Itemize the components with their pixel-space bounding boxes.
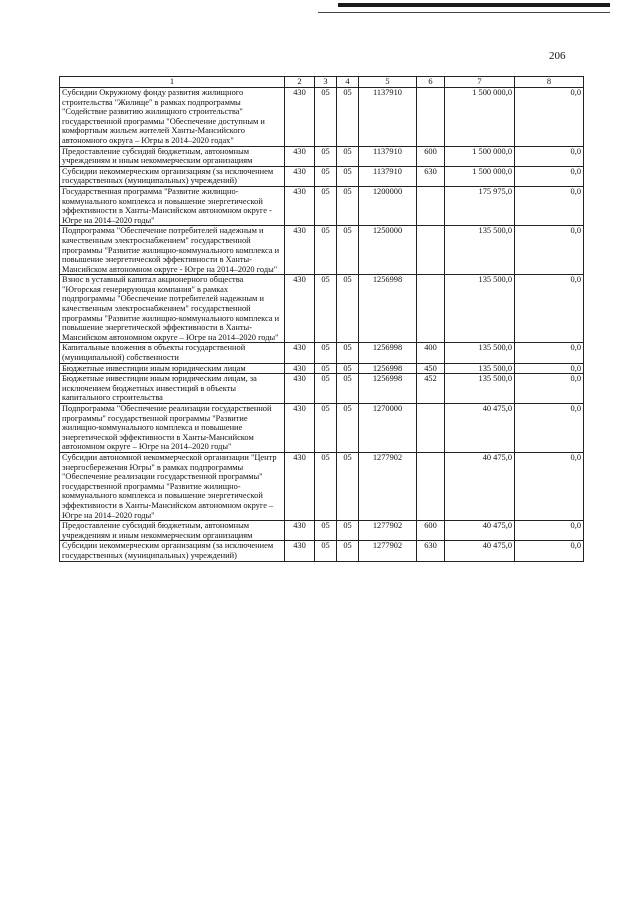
- table-row: [60, 226, 584, 275]
- item-name-cell: Субсидии Окружному фонду развития жилищного строительства "Жилище" в рамках подпрограммы "Содействие развитию жилищного строительства" государственной программы "Обеспечение доступным и комфортным жильем жителей Ханты-Мансийского автономного округа – Югры в 2014–2020 годах": [60, 88, 285, 147]
- amount-federal-cell: 0,0: [515, 363, 584, 374]
- table-row: [60, 88, 584, 147]
- section-code-cell: 05: [315, 404, 337, 453]
- page-number: 206: [549, 50, 566, 62]
- subsection-code-cell: 05: [337, 166, 359, 186]
- section-code-cell: 05: [315, 146, 337, 166]
- target-article-cell: 1277902: [359, 541, 417, 561]
- item-name-cell: Подпрограмма "Обеспечение реализации государственной программы" государственной программы "Развитие жилищно-коммунального комплекса и повышение энергетической эффективности в Ханты-Мансийском автономном округе – Югре на 2014–2020 годы": [60, 404, 285, 453]
- item-name-cell: Предоставление субсидий бюджетным, автономным учреждениям и иным некоммерческим организациям: [60, 521, 285, 541]
- subsection-code-cell: 05: [337, 452, 359, 520]
- header-rule-thin: [318, 12, 610, 13]
- amount-cell: 1 500 000,0: [445, 88, 515, 147]
- item-name-cell: Государственная программа "Развитие жилищно-коммунального комплекса и повышение энергетической эффективности в Ханты-Мансийском автономном округе - Югре на 2014–2020 годы": [60, 186, 285, 225]
- amount-cell: 135 500,0: [445, 275, 515, 343]
- section-code-cell: 05: [315, 186, 337, 225]
- ministry-code-cell: 430: [285, 452, 315, 520]
- amount-federal-cell: 0,0: [515, 452, 584, 520]
- subsection-code-cell: 05: [337, 146, 359, 166]
- ministry-code-cell: 430: [285, 88, 315, 147]
- section-code-cell: 05: [315, 88, 337, 147]
- amount-cell: 135 500,0: [445, 374, 515, 404]
- table-row: [60, 146, 584, 166]
- ministry-code-cell: 430: [285, 186, 315, 225]
- table-row: [60, 452, 584, 520]
- item-name-cell: Субсидии некоммерческим организациям (за исключением государственных (муниципальных) учреждений): [60, 541, 285, 561]
- item-name-cell: Капитальные вложения в объекты государственной (муниципальной) собственности: [60, 343, 285, 363]
- target-article-cell: 1137910: [359, 146, 417, 166]
- section-code-cell: 05: [315, 521, 337, 541]
- amount-federal-cell: 0,0: [515, 88, 584, 147]
- section-code-cell: 05: [315, 343, 337, 363]
- amount-federal-cell: 0,0: [515, 541, 584, 561]
- amount-cell: 135 500,0: [445, 363, 515, 374]
- target-article-cell: 1256998: [359, 275, 417, 343]
- item-name-cell: Субсидии автономной некоммерческой организации "Центр энергосбережения Югры" в рамках подпрограммы "Обеспечение реализации государственной программы" государственной программы "Развитие жилищно-коммунального комплекса и повышение энергетической эффективности в Ханты-Мансийском автономном округе – Югре на 2014–2020 годы": [60, 452, 285, 520]
- table-row: [60, 343, 584, 363]
- expense-type-cell: 450: [417, 363, 445, 374]
- amount-cell: 135 500,0: [445, 343, 515, 363]
- item-name-cell: Предоставление субсидий бюджетным, автономным учреждениям и иным некоммерческим организациям: [60, 146, 285, 166]
- target-article-cell: 1256998: [359, 343, 417, 363]
- table-row: [60, 186, 584, 225]
- subsection-code-cell: 05: [337, 363, 359, 374]
- expense-type-cell: [417, 88, 445, 147]
- expense-type-cell: [417, 452, 445, 520]
- section-code-cell: 05: [315, 452, 337, 520]
- item-name-cell: Субсидии некоммерческим организациям (за исключением государственных (муниципальных) учреждений): [60, 166, 285, 186]
- ministry-code-cell: 430: [285, 541, 315, 561]
- expense-type-cell: 630: [417, 166, 445, 186]
- amount-federal-cell: 0,0: [515, 521, 584, 541]
- amount-federal-cell: 0,0: [515, 166, 584, 186]
- subsection-code-cell: 05: [337, 541, 359, 561]
- target-article-cell: 1277902: [359, 452, 417, 520]
- subsection-code-cell: 05: [337, 343, 359, 363]
- subsection-code-cell: 05: [337, 521, 359, 541]
- amount-federal-cell: 0,0: [515, 146, 584, 166]
- column-header: 8: [515, 77, 584, 88]
- expense-type-cell: 600: [417, 521, 445, 541]
- expense-type-cell: 400: [417, 343, 445, 363]
- section-code-cell: 05: [315, 374, 337, 404]
- ministry-code-cell: 430: [285, 166, 315, 186]
- table-row: [60, 166, 584, 186]
- column-header: 4: [337, 77, 359, 88]
- amount-federal-cell: 0,0: [515, 343, 584, 363]
- table-row: [60, 404, 584, 453]
- expense-type-cell: 600: [417, 146, 445, 166]
- column-header: 6: [417, 77, 445, 88]
- item-name-cell: Бюджетные инвестиции иным юридическим лицам, за исключением бюджетных инвестиций в объекты капитального строительства: [60, 374, 285, 404]
- column-header: 5: [359, 77, 417, 88]
- table-header-row: [60, 77, 584, 88]
- expense-type-cell: [417, 404, 445, 453]
- target-article-cell: 1137910: [359, 166, 417, 186]
- ministry-code-cell: 430: [285, 521, 315, 541]
- subsection-code-cell: 05: [337, 275, 359, 343]
- target-article-cell: 1256998: [359, 363, 417, 374]
- amount-federal-cell: 0,0: [515, 275, 584, 343]
- header-rule-thick: [338, 3, 610, 7]
- table-row: [60, 275, 584, 343]
- ministry-code-cell: 430: [285, 343, 315, 363]
- subsection-code-cell: 05: [337, 226, 359, 275]
- section-code-cell: 05: [315, 226, 337, 275]
- expense-type-cell: 452: [417, 374, 445, 404]
- section-code-cell: 05: [315, 541, 337, 561]
- ministry-code-cell: 430: [285, 363, 315, 374]
- ministry-code-cell: 430: [285, 146, 315, 166]
- amount-cell: 40 475,0: [445, 521, 515, 541]
- amount-cell: 1 500 000,0: [445, 166, 515, 186]
- column-header: 1: [60, 77, 285, 88]
- table-row: [60, 521, 584, 541]
- ministry-code-cell: 430: [285, 374, 315, 404]
- subsection-code-cell: 05: [337, 186, 359, 225]
- target-article-cell: 1250000: [359, 226, 417, 275]
- amount-cell: 40 475,0: [445, 452, 515, 520]
- expense-type-cell: [417, 275, 445, 343]
- expense-type-cell: [417, 186, 445, 225]
- target-article-cell: 1200000: [359, 186, 417, 225]
- item-name-cell: Взнос в уставный капитал акционерного общества "Югорская генерирующая компания" в рамках подпрограммы "Обеспечение потребителей надежным и качественным электроснабжением" государственной программы "Развитие жилищно-коммунального комплекса и повышение энергетической эффективности в Ханты-Мансийском автономном округе – Югре на 2014–2020 годы": [60, 275, 285, 343]
- target-article-cell: 1270000: [359, 404, 417, 453]
- column-header: 2: [285, 77, 315, 88]
- amount-cell: 40 475,0: [445, 404, 515, 453]
- section-code-cell: 05: [315, 166, 337, 186]
- target-article-cell: 1256998: [359, 374, 417, 404]
- ministry-code-cell: 430: [285, 404, 315, 453]
- expense-type-cell: 630: [417, 541, 445, 561]
- section-code-cell: 05: [315, 363, 337, 374]
- column-header: 7: [445, 77, 515, 88]
- subsection-code-cell: 05: [337, 404, 359, 453]
- ministry-code-cell: 430: [285, 226, 315, 275]
- amount-cell: 40 475,0: [445, 541, 515, 561]
- amount-cell: 135 500,0: [445, 226, 515, 275]
- subsection-code-cell: 05: [337, 88, 359, 147]
- target-article-cell: 1137910: [359, 88, 417, 147]
- amount-federal-cell: 0,0: [515, 404, 584, 453]
- section-code-cell: 05: [315, 275, 337, 343]
- amount-cell: 175 975,0: [445, 186, 515, 225]
- amount-cell: 1 500 000,0: [445, 146, 515, 166]
- ministry-code-cell: 430: [285, 275, 315, 343]
- expense-type-cell: [417, 226, 445, 275]
- item-name-cell: Подпрограмма "Обеспечение потребителей надежным и качественным электроснабжением" государственной программы "Развитие жилищно-коммунального комплекса и повышение энергетической эффективности в Ханты-Мансийском автономном округе - Югре на 2014–2020 годы": [60, 226, 285, 275]
- column-header: 3: [315, 77, 337, 88]
- budget-table: [59, 76, 584, 562]
- subsection-code-cell: 05: [337, 374, 359, 404]
- table-row: [60, 541, 584, 561]
- amount-federal-cell: 0,0: [515, 186, 584, 225]
- table-row: [60, 374, 584, 404]
- amount-federal-cell: 0,0: [515, 226, 584, 275]
- item-name-cell: Бюджетные инвестиции иным юридическим лицам: [60, 363, 285, 374]
- amount-federal-cell: 0,0: [515, 374, 584, 404]
- table-row: [60, 363, 584, 374]
- target-article-cell: 1277902: [359, 521, 417, 541]
